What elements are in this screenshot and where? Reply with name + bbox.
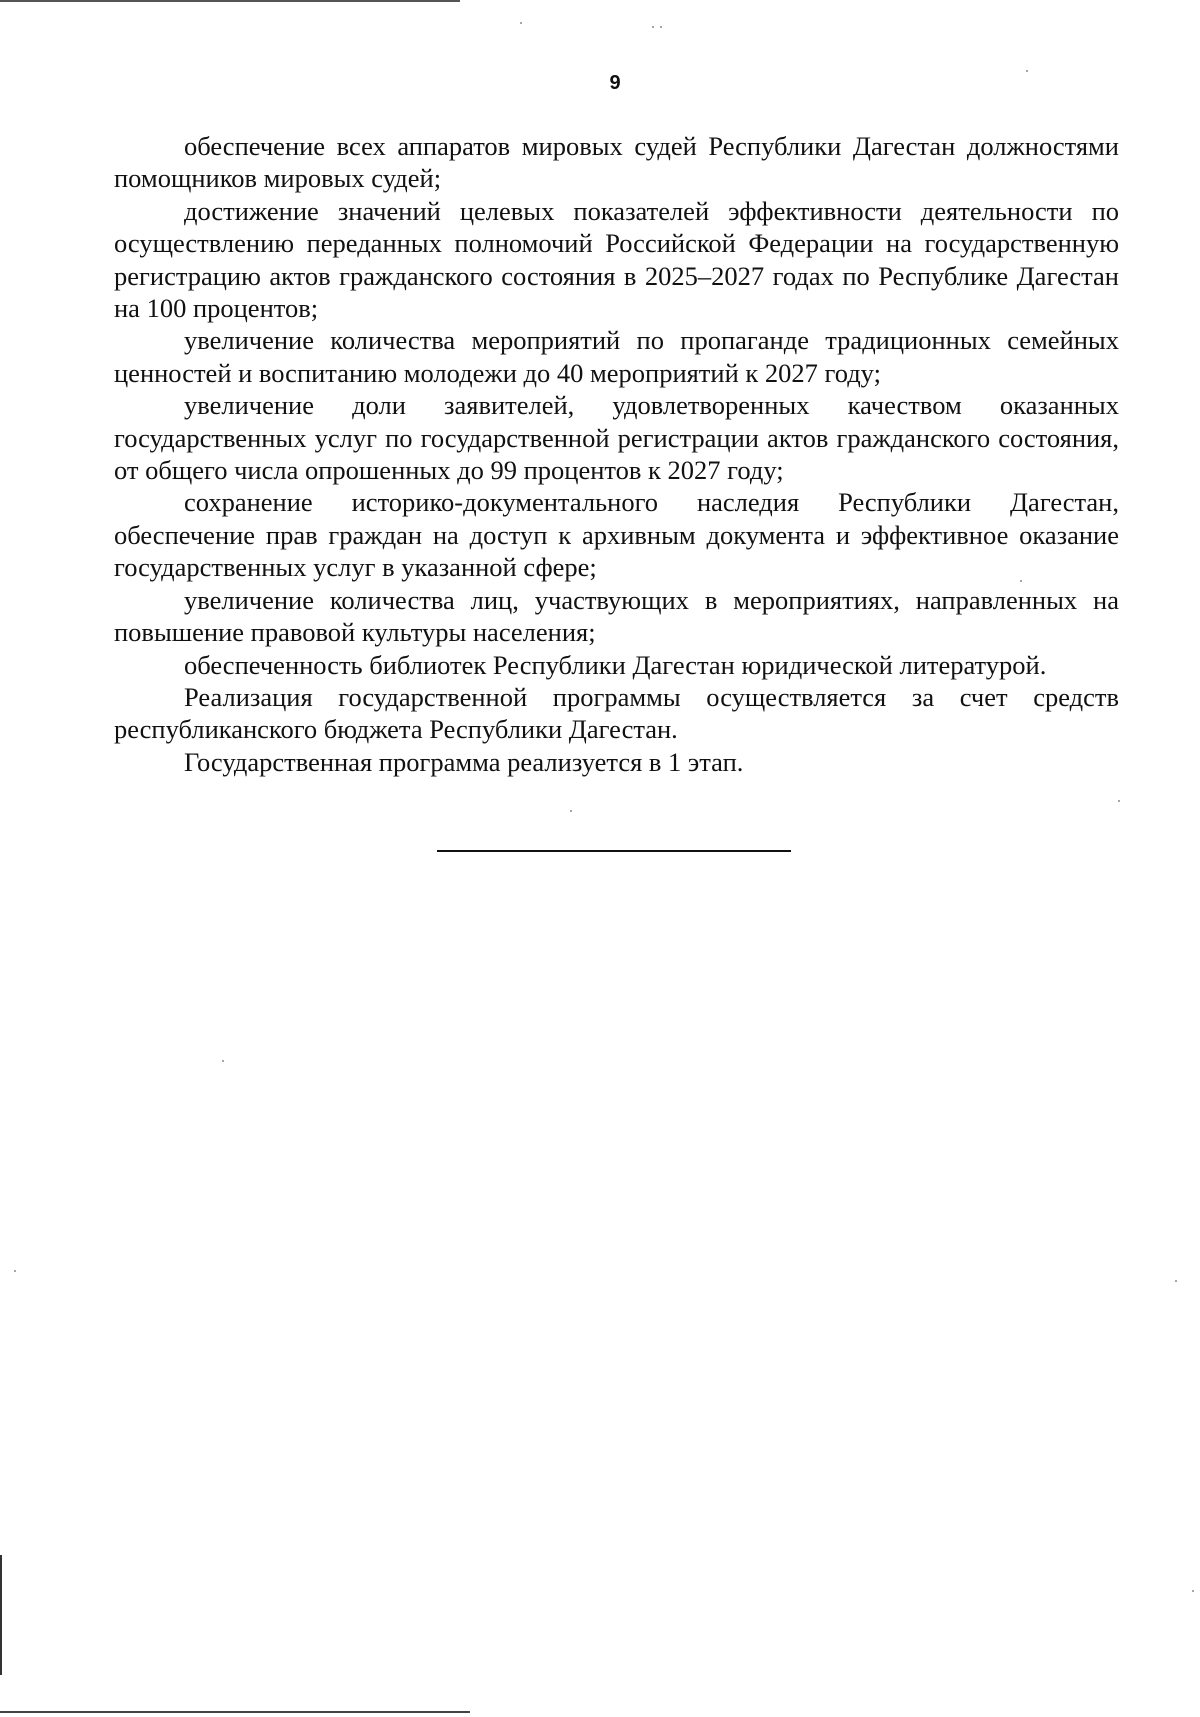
scan-speck <box>1175 1280 1177 1282</box>
paragraph-library-literature: обеспеченность библиотек Республики Дагестан юридической литературой. <box>184 649 1047 680</box>
paragraph-civil-registration-targets: достижение значений целевых показателей эффективности деятельности по осуществлению переданных полномочий Российской Федерации на государственную регистрацию актов гражданского состояния в 2025–2027 годах по Республике Дагестан на 100 процентов; <box>114 195 1119 324</box>
scan-speck <box>1192 1590 1194 1592</box>
scan-speck <box>1118 800 1120 802</box>
scan-speck <box>520 22 522 24</box>
paragraph-family-values-events: увеличение количества мероприятий по пропаганде традиционных семейных ценностей и воспитанию молодежи до 40 мероприятий к 2027 году; <box>114 325 1119 388</box>
scan-speck <box>14 1270 16 1272</box>
paragraph-archival-heritage: сохранение историко-документального наследия Республики Дагестан, обеспечение прав граждан на доступ к архивным документа и эффективное оказание государственных услуг в указанной сфере; <box>114 487 1119 583</box>
scan-speck <box>570 810 572 812</box>
paragraph-judges-assistants: обеспечение всех аппаратов мировых судей Республики Дагестан должностями помощников мировых судей; <box>114 131 1119 194</box>
scan-edge-top <box>0 0 460 2</box>
paragraph-legal-culture: увеличение количества лиц, участвующих в мероприятиях, направленных на повышение правовой культуры населения; <box>114 584 1119 648</box>
end-of-text-rule <box>437 850 791 852</box>
scan-speck <box>652 26 654 28</box>
scan-edge-bottom <box>0 1711 470 1713</box>
document-body <box>114 130 1119 778</box>
scan-speck <box>222 1060 224 1062</box>
paragraph-applicant-satisfaction: увеличение доли заявителей, удовлетворенных качеством оказанных государственных услуг по государственной регистрации актов гражданского состояния, от общего числа опрошенных до 99 процентов к 2027 году; <box>114 390 1119 486</box>
scan-edge-left <box>0 1555 2 1675</box>
paragraph-program-stages: Государственная программа реализуется в 1 этап. <box>184 746 744 777</box>
scan-speck <box>660 26 662 28</box>
paragraph-funding-source: Реализация государственной программы осуществляется за счет средств республиканского бюджета Республики Дагестан. <box>114 681 1119 745</box>
page-number: 9 <box>609 72 621 94</box>
